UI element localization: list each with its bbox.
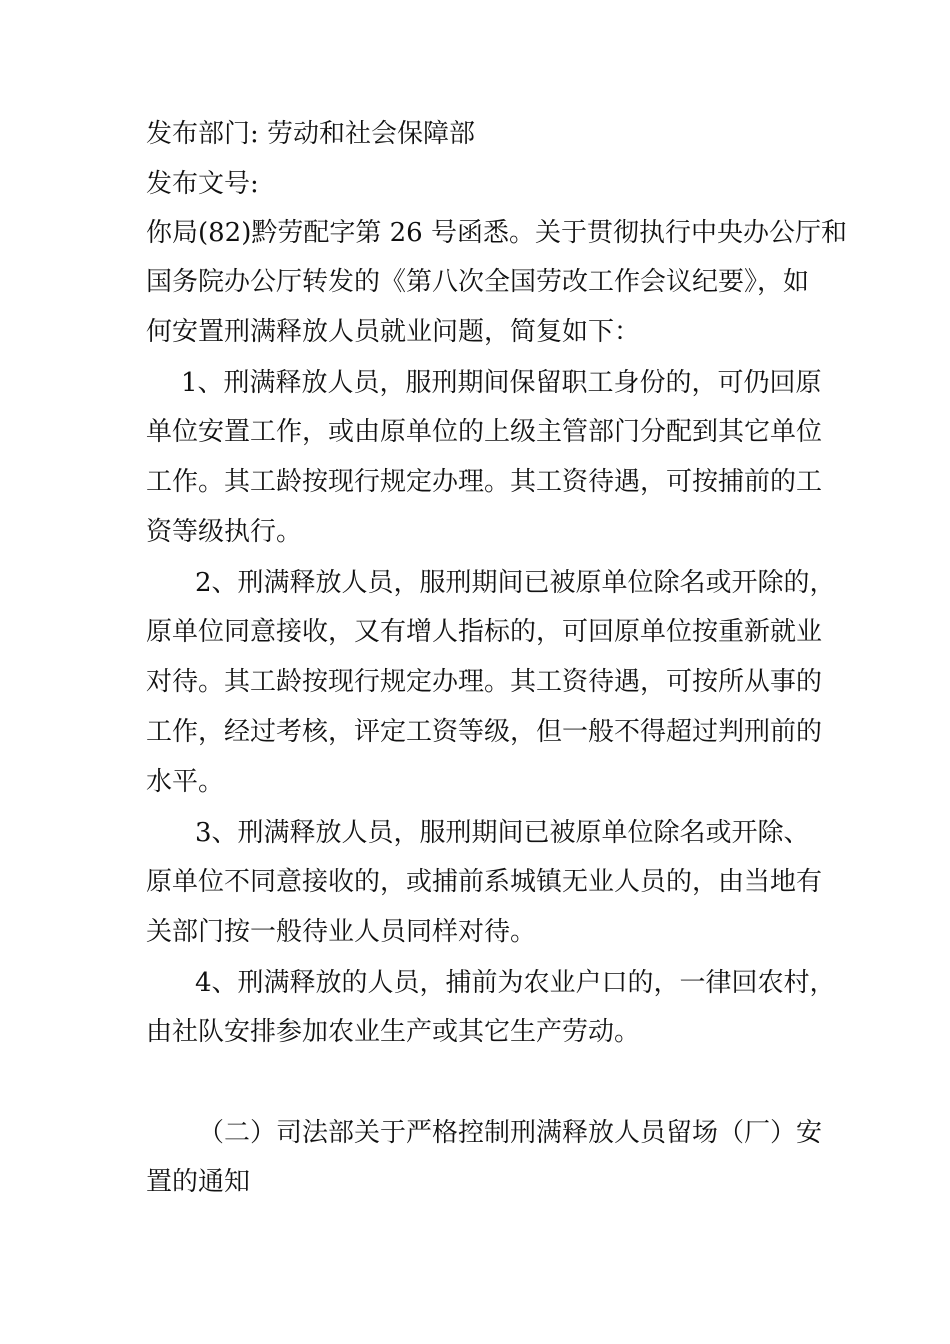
item-2-line: 水平。 bbox=[146, 767, 225, 797]
item-4-line: 由社队安排参加农业生产或其它生产劳动。 bbox=[146, 1017, 641, 1047]
issuing-department: 发布部门: 劳动和社会保障部 bbox=[146, 119, 476, 149]
item-1-line: 工作。其工龄按现行规定办理。其工资待遇，可按捕前的工 bbox=[146, 467, 823, 497]
item-1-line: 单位安置工作，或由原单位的上级主管部门分配到其它单位 bbox=[146, 417, 823, 447]
document-number: 发布文号: bbox=[146, 169, 259, 199]
item-3-line: 原单位不同意接收的，或捕前系城镇无业人员的，由当地有 bbox=[146, 867, 823, 897]
item-2-line: 原单位同意接收，又有增人指标的，可回原单位按重新就业 bbox=[146, 617, 823, 647]
section-heading: （二）司法部关于严格控制刑满释放人员留场（厂）安 bbox=[198, 1118, 823, 1148]
item-3-line: 3、刑满释放人员，服刑期间已被原单位除名或开除、 bbox=[195, 818, 810, 848]
paragraph-line: 国务院办公厅转发的《第八次全国劳改工作会议纪要》，如 bbox=[146, 267, 810, 297]
item-2-line: 工作，经过考核，评定工资等级，但一般不得超过判刑前的 bbox=[146, 717, 823, 747]
section-heading: 置的通知 bbox=[146, 1167, 251, 1197]
item-2-line: 对待。其工龄按现行规定办理。其工资待遇，可按所从事的 bbox=[146, 667, 823, 697]
item-2-line: 2、刑满释放人员，服刑期间已被原单位除名或开除的， bbox=[195, 568, 836, 598]
item-1-line: 1、刑满释放人员，服刑期间保留职工身份的，可仍回原 bbox=[181, 368, 822, 398]
paragraph-line: 何安置刑满释放人员就业问题，简复如下： bbox=[146, 317, 641, 347]
item-4-line: 4、刑满释放的人员，捕前为农业户口的，一律回农村， bbox=[195, 968, 836, 998]
paragraph-line: 你局(82)黔劳配字第 26 号函悉。关于贯彻执行中央办公厅和 bbox=[146, 218, 847, 248]
item-3-line: 关部门按一般待业人员同样对待。 bbox=[146, 917, 537, 947]
item-1-line: 资等级执行。 bbox=[146, 517, 303, 547]
